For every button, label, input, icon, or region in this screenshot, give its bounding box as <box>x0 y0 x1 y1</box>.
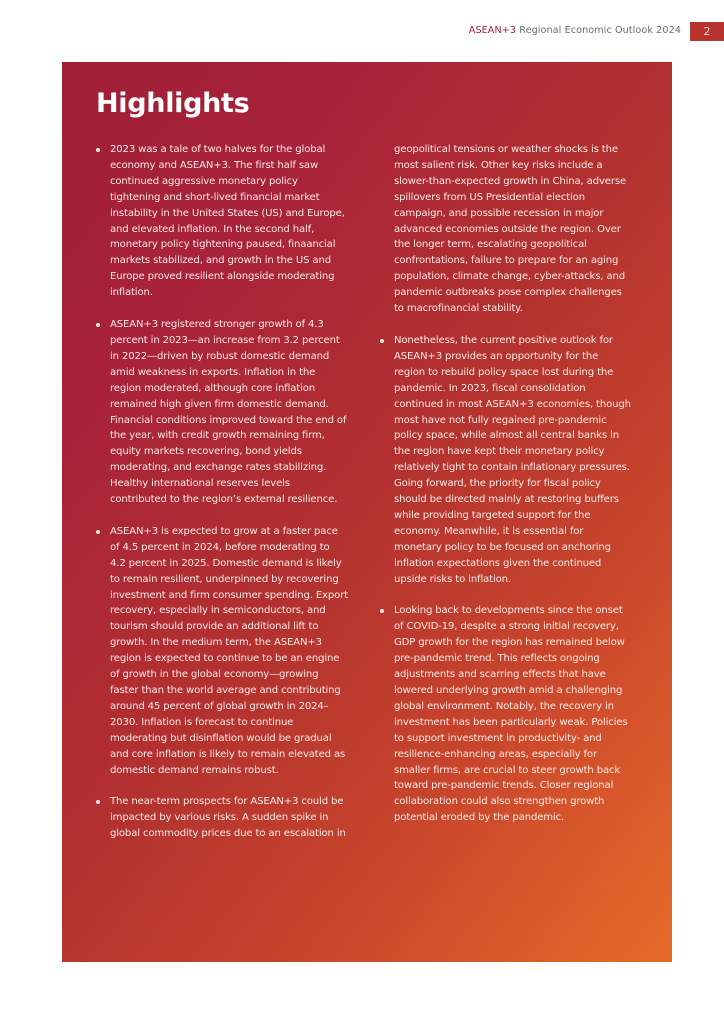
highlight-item <box>96 142 348 301</box>
highlight-text: ASEAN+3 registered stronger growth of 4.3 percent in 2023—an increase from 3.2 percent in 2022—driven by robust domestic demand amid weakness in exports. Inflation in the region moderated, although core inflation remained high given firm domestic demand. Financial conditions improved toward the end of the year, with credit growth remaining firm, equity markets recovering, bond yields moderating, and exchange rates stabilizing. Healthy international reserves levels contributed to the region’s external resilience. <box>110 319 347 506</box>
header-title: Regional Economic Outlook 2024 <box>516 25 681 36</box>
left-column <box>96 142 348 858</box>
highlight-text: Looking back to developments since the onset of COVID-19, despite a strong initial recovery, GDP growth for the region has remained below pre-pandemic trend. This reflects ongoing adjustments and scarring effects that have lowered underlying growth amid a challenging global environment. Notably, the recovery in investment has been particularly weak. Policies to support investment in productivity- and resilience-enhancing areas, especially for smaller firms, are crucial to steer growth back toward pre-pandemic trends. Closer regional collaboration could also strengthen growth potential eroded by the pandemic. <box>394 605 628 824</box>
panel-title: Highlights <box>96 88 250 119</box>
highlight-text: ASEAN+3 is expected to grow at a faster pace of 4.5 percent in 2024, before moderating to 4.2 percent in 2025. Domestic demand is likely to remain resilient, underpinned by recovering investment and firm consumer spending. Export recovery, especially in semiconductors, and tourism should provide an additional lift to growth. In the medium term, the ASEAN+3 region is expected to continue to be an engine of growth in the global economy—growing faster than the world average and contributing around 45 percent of global growth in 2024–2030. Inflation is forecast to continue moderating but disinflation would be gradual and core inflation is likely to remain elevated as domestic demand remains robust. <box>110 525 348 776</box>
highlight-text: 2023 was a tale of two halves for the global economy and ASEAN+3. The first half saw continued aggressive monetary policy tightening and short-lived financial market instability in the United States (US) and Europe, and elevated inflation. In the second half, monetary policy tightening paused, finaancial markets stabilized, and growth in the US and Europe proved resilient alongside moderating inflation. <box>110 144 345 299</box>
header-brand: ASEAN+3 <box>468 25 517 36</box>
running-header <box>469 25 681 36</box>
highlight-item <box>380 603 632 826</box>
page-number-badge: 2 <box>690 22 724 41</box>
highlight-item-continuation <box>380 142 632 317</box>
bullet-icon <box>380 339 384 343</box>
bullet-icon <box>96 800 100 804</box>
highlight-item <box>96 794 348 842</box>
bullet-icon <box>96 530 100 534</box>
bullet-icon <box>380 609 384 613</box>
bullet-icon <box>96 148 100 152</box>
bullet-icon <box>96 323 100 327</box>
highlight-text: Nonetheless, the current positive outlook for ASEAN+3 provides an opportunity for the region to rebuild policy space lost during the pandemic. In 2023, fiscal consolidation continued in most ASEAN+3 economies, though most have not fully regained pre-pandemic policy space, while almost all central banks in the region have kept their monetary policy relatively tight to contain inflationary pressures. Going forward, the priority for fiscal policy should be directed mainly at restoring buffers while providing targeted support for the economy. Meanwhile, it is essential for monetary policy to be focused on anchoring inflation expectations given the continued upside risks to inflation. <box>394 334 631 585</box>
highlight-item <box>96 317 348 508</box>
highlight-item <box>380 333 632 588</box>
highlight-item <box>96 524 348 779</box>
highlight-text: The near-term prospects for ASEAN+3 could be impacted by various risks. A sudden spike in global commodity prices due to an escalation in <box>110 796 346 840</box>
right-column <box>380 142 632 842</box>
highlights-panel <box>62 62 672 962</box>
highlight-text: geopolitical tensions or weather shocks is the most salient risk. Other key risks include a slower-than-expected growth in China, adverse spillovers from US Presidential election campaign, and possible recession in major advanced economies outside the region. Over the longer term, escalating geopolitical confrontations, failure to prepare for an aging population, climate change, cyber-attacks, and pandemic outbreaks pose complex challenges to macrofinancial stability. <box>394 144 627 315</box>
